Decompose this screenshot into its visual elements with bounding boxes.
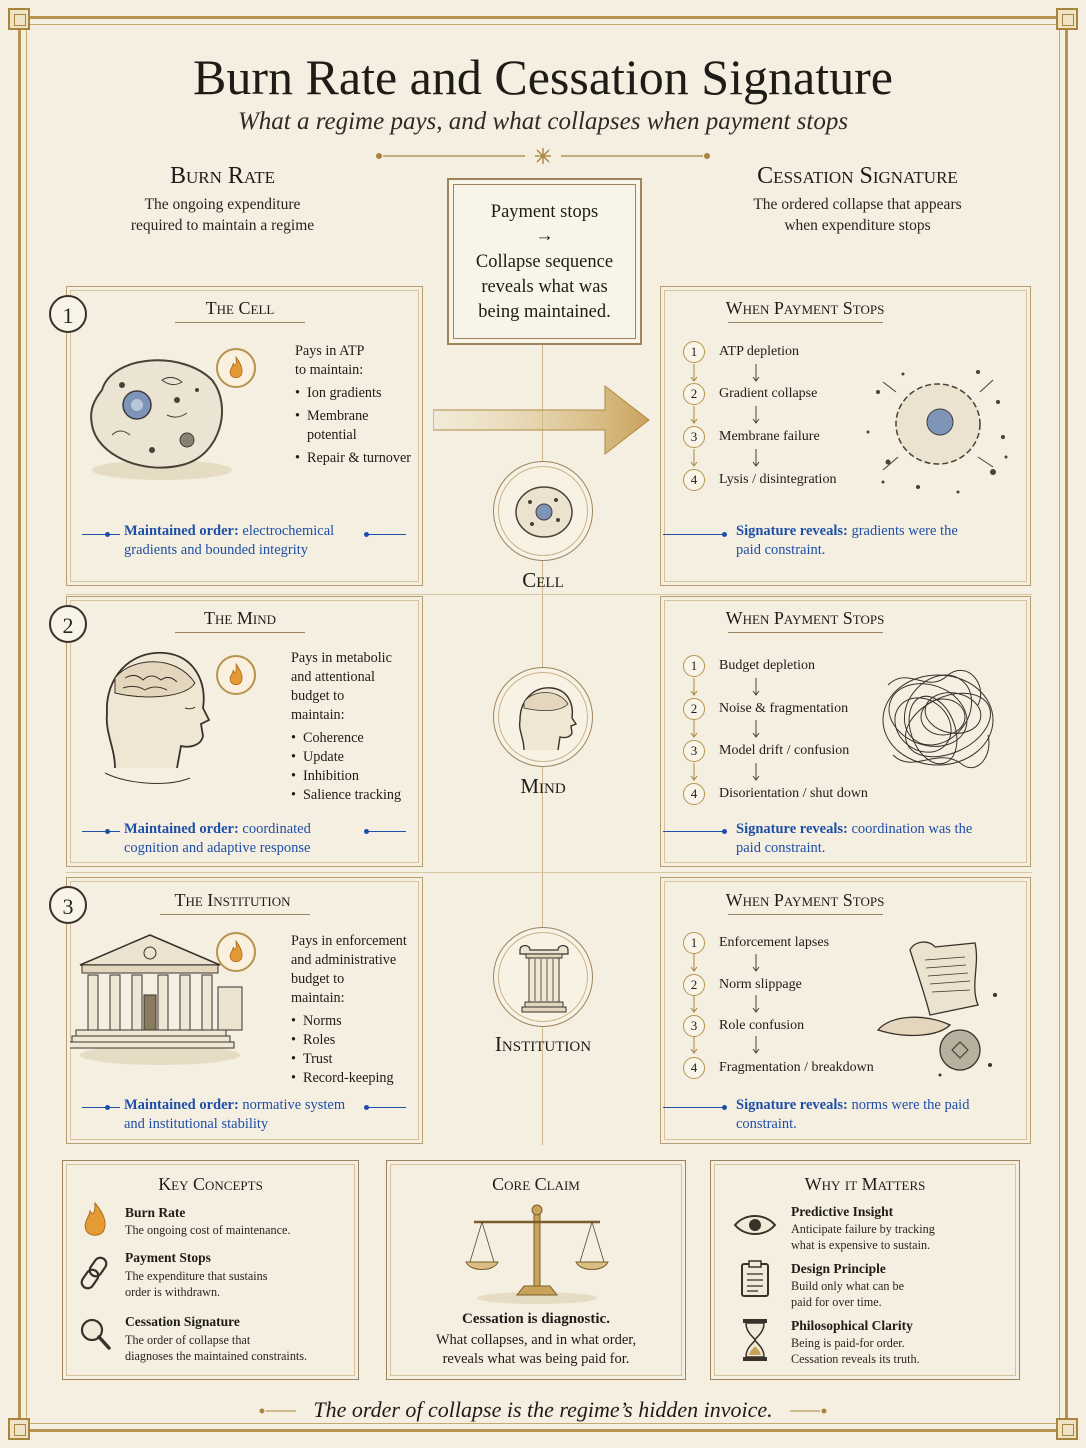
blue-line	[663, 1107, 723, 1108]
list-item: • Salience tracking	[291, 786, 421, 805]
flame-icon	[80, 1200, 110, 1240]
when-payment-stops-heading: When Payment Stops	[725, 298, 885, 318]
heading-underline	[728, 322, 883, 323]
institution-pays-text: Pays in enforcement and administrative budget to maintain: • Norms • Roles • Trust • Record-keeping	[291, 932, 421, 1088]
burn-rate-heading: Burn Rate	[169, 163, 276, 189]
flame-icon	[216, 932, 256, 972]
heading-underline	[728, 914, 883, 915]
blue-dot	[105, 829, 110, 834]
core-claim-headline: Cessation is diagnostic.	[462, 1311, 610, 1327]
cell-label: Cell	[522, 568, 564, 592]
blue-line	[368, 534, 406, 535]
eye-icon	[733, 1212, 777, 1238]
institution-label: Institution	[494, 1032, 592, 1056]
blue-dot	[722, 1105, 727, 1110]
list-item: • Trust	[291, 1050, 421, 1069]
torn-scroll-icon	[870, 935, 1010, 1085]
balance-scale-icon	[462, 1200, 612, 1305]
blue-dot	[105, 532, 110, 537]
heading-underline	[160, 914, 310, 915]
regime-number: 3	[49, 886, 87, 924]
concept-description: The expenditure that sustains order is withdrawn.	[125, 1269, 268, 1299]
column-pillar-icon	[516, 942, 572, 1014]
blue-line	[82, 831, 120, 832]
list-item: • Norms	[291, 1012, 421, 1031]
tangled-scribble-icon	[868, 655, 1008, 785]
list-item: • Inhibition	[291, 767, 421, 786]
mind-heading: The Mind	[204, 608, 276, 628]
cessation-signature-heading: Cessation Signature	[757, 163, 958, 189]
mind-label: Mind	[520, 774, 566, 798]
title-ornament	[375, 148, 711, 164]
blue-line	[663, 831, 723, 832]
core-claim-text: What collapses, and in what order, reveals what was being paid for.	[435, 1332, 637, 1367]
blue-line	[82, 1107, 120, 1108]
benefit-name: Predictive Insight	[791, 1204, 894, 1219]
institution-maintained-order: Maintained order: normative system and institutional stability	[124, 1097, 346, 1132]
key-concepts-title: Key Concepts	[158, 1174, 263, 1194]
step-arrows	[676, 950, 776, 1060]
regime-number: 2	[49, 605, 87, 643]
mind-medallion	[493, 667, 593, 767]
blue-line	[368, 831, 406, 832]
blue-dot	[105, 1105, 110, 1110]
row-divider	[66, 872, 1032, 873]
heading-underline	[175, 322, 305, 323]
benefit-description: Being is paid-for order. Cessation reveals its truth.	[791, 1336, 920, 1366]
regime-number: 1	[49, 295, 87, 333]
list-item: • Coherence	[291, 729, 421, 748]
chain-link-icon	[78, 1255, 112, 1291]
list-item: • Membrane potential	[295, 407, 420, 445]
when-payment-stops-heading: When Payment Stops	[725, 608, 885, 628]
when-payment-stops-heading: When Payment Stops	[725, 890, 885, 910]
concept-name: Burn Rate	[125, 1205, 186, 1220]
blue-dot	[722, 532, 727, 537]
right-arrow-icon: →	[535, 226, 554, 246]
clipboard-icon	[740, 1260, 770, 1298]
corner-ornament	[8, 8, 30, 30]
hourglass-icon	[742, 1318, 768, 1362]
burn-rate-description: The ongoing expenditure required to maintain a regime	[130, 196, 315, 234]
cell-signature-reveals: Signature reveals: gradients were the paid constraint.	[736, 523, 958, 558]
mind-signature-reveals: Signature reveals: coordination was the paid constraint.	[736, 821, 973, 856]
cell-pays-text: Pays in ATP to maintain: • Ion gradients • Membrane potential • Repair & turnover	[295, 342, 420, 468]
concept-name: Cessation Signature	[125, 1314, 240, 1329]
cessation-signature-description: The ordered collapse that appears when expenditure stops	[753, 196, 962, 234]
blue-line	[368, 1107, 406, 1108]
big-right-arrow-icon	[433, 380, 653, 460]
flame-icon	[216, 348, 256, 388]
payment-stops-box: Payment stops → Collapse sequence reveals what was being maintained.	[447, 178, 642, 345]
step-arrows	[676, 360, 776, 472]
flame-icon	[216, 655, 256, 695]
concept-name: Payment Stops	[125, 1250, 211, 1265]
core-claim-title: Core Claim	[492, 1174, 580, 1194]
mind-pays-text: Pays in metabolic and attentional budget to maintain: • Coherence • Update • Inhibition • Salience tracking	[291, 649, 421, 805]
corner-ornament	[1056, 8, 1078, 30]
blue-line	[663, 534, 723, 535]
institution-medallion	[493, 927, 593, 1027]
list-item: • Roles	[291, 1031, 421, 1050]
disintegrating-cell-icon	[858, 362, 1008, 502]
cell-medallion	[493, 461, 593, 561]
head-icon	[508, 680, 580, 756]
blue-dot	[722, 829, 727, 834]
footer-tagline: The order of collapse is the regime’s hidden invoice.	[313, 1397, 773, 1422]
step-arrows	[676, 674, 776, 786]
heading-underline	[728, 632, 883, 633]
institution-heading: The Institution	[174, 890, 291, 910]
heading-underline	[175, 632, 305, 633]
list-item: • Update	[291, 748, 421, 767]
list-item: • Ion gradients	[295, 384, 420, 403]
concept-description: The ongoing cost of maintenance.	[125, 1223, 291, 1237]
row-divider	[66, 594, 1032, 595]
blue-line	[82, 534, 120, 535]
list-item: • Record-keeping	[291, 1069, 421, 1088]
list-item: • Repair & turnover	[295, 449, 420, 468]
page-title: Burn Rate and Cessation Signature	[193, 49, 893, 105]
cell-illustration-icon	[82, 345, 232, 485]
why-it-matters-title: Why it Matters	[804, 1174, 926, 1194]
cell-maintained-order: Maintained order: electrochemical gradients and bounded integrity	[124, 523, 335, 558]
cell-icon	[512, 480, 576, 544]
benefit-description: Build only what can be paid for over time.	[791, 1279, 905, 1309]
head-profile-icon	[85, 638, 215, 798]
mind-maintained-order: Maintained order: coordinated cognition and adaptive response	[124, 821, 311, 856]
magnifier-icon	[78, 1316, 112, 1352]
cell-heading: The Cell	[205, 298, 275, 318]
benefit-name: Philosophical Clarity	[791, 1318, 913, 1333]
page-subtitle: What a regime pays, and what collapses when payment stops	[237, 108, 849, 135]
institution-signature-reveals: Signature reveals: norms were the paid constraint.	[736, 1097, 970, 1132]
benefit-name: Design Principle	[791, 1261, 886, 1276]
benefit-description: Anticipate failure by tracking what is expensive to sustain.	[791, 1222, 935, 1252]
concept-description: The order of collapse that diagnoses the maintained constraints.	[125, 1333, 308, 1363]
